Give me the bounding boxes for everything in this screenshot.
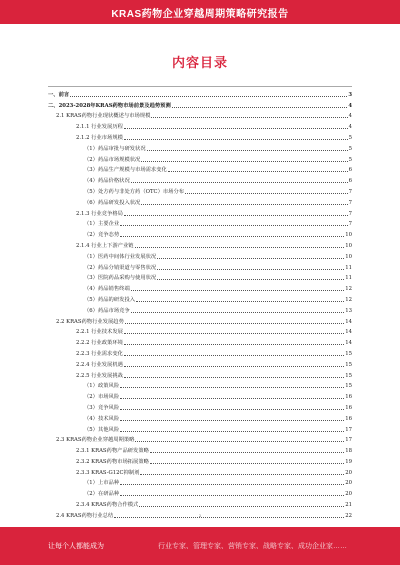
toc-entry-label: 2.2.2 行业政策环境 bbox=[76, 340, 123, 347]
toc-entry-page: 17 bbox=[345, 426, 352, 433]
toc-entry-page: 20 bbox=[345, 491, 352, 498]
toc-entry-label: （3）药品生产规模与市场需求变化 bbox=[84, 167, 167, 174]
toc-leader-dots bbox=[124, 333, 344, 334]
toc-entry-page: 14 bbox=[345, 329, 352, 336]
toc-entry[interactable] bbox=[48, 498, 352, 509]
table-of-contents bbox=[48, 88, 352, 520]
toc-entry-page: 15 bbox=[345, 383, 352, 390]
footer-lead-text: 让每个人都能成为 bbox=[48, 543, 104, 550]
toc-leader-dots bbox=[124, 366, 344, 367]
toc-entry-label: （1）政策风险 bbox=[84, 383, 120, 390]
toc-entry[interactable] bbox=[48, 261, 352, 272]
toc-leader-dots bbox=[124, 377, 344, 378]
toc-entry[interactable] bbox=[48, 120, 352, 131]
toc-entry[interactable] bbox=[48, 207, 352, 218]
toc-entry-page: 6 bbox=[348, 178, 352, 185]
toc-entry[interactable] bbox=[48, 142, 352, 153]
page-number: 2 bbox=[198, 513, 202, 518]
toc-leader-dots bbox=[131, 290, 345, 291]
toc-entry[interactable] bbox=[48, 250, 352, 261]
toc-entry[interactable] bbox=[48, 164, 352, 175]
toc-entry-label: 2.2.1 行业技术发展 bbox=[76, 329, 123, 336]
toc-entry-label: 2.2 KRAS药物行业发展趋势 bbox=[56, 318, 124, 325]
toc-entry-page: 7 bbox=[348, 188, 352, 195]
toc-entry[interactable] bbox=[48, 487, 352, 498]
toc-entry-label: （2）市场风险 bbox=[84, 394, 120, 401]
toc-entry-label: （3）竞争风险 bbox=[84, 404, 120, 411]
toc-entry[interactable] bbox=[48, 326, 352, 337]
toc-leader-dots bbox=[141, 204, 347, 205]
toc-leader-dots bbox=[125, 323, 344, 324]
toc-leader-dots bbox=[120, 431, 344, 432]
toc-entry[interactable] bbox=[48, 228, 352, 239]
toc-entry-page: 15 bbox=[345, 361, 352, 368]
toc-entry-label: 2.1.2 行业市场规模 bbox=[76, 134, 123, 141]
toc-entry-page: 20 bbox=[345, 480, 352, 487]
toc-leader-dots bbox=[124, 344, 344, 345]
toc-entry[interactable] bbox=[48, 455, 352, 466]
footer-roles-text: 行业专家、管理专家、营销专家、战略专家、成功企业家…… bbox=[158, 543, 347, 550]
toc-entry-label: （6）药品研发投入状况 bbox=[84, 199, 141, 206]
toc-entry-page: 5 bbox=[348, 145, 352, 152]
toc-entry-page: 15 bbox=[345, 350, 352, 357]
toc-entry-page: 4 bbox=[348, 102, 352, 109]
toc-entry[interactable] bbox=[48, 315, 352, 326]
toc-entry-label: 2.4 KRAS药物行业总结 bbox=[56, 512, 114, 519]
toc-entry[interactable] bbox=[48, 347, 352, 358]
toc-entry-label: （2）药品市场规模状况 bbox=[84, 156, 141, 163]
toc-entry-page: 16 bbox=[345, 404, 352, 411]
toc-entry-page: 18 bbox=[345, 448, 352, 455]
toc-entry[interactable] bbox=[48, 110, 352, 121]
toc-entry-label: 2.1.1 行业发展历程 bbox=[76, 124, 123, 131]
toc-entry-page: 16 bbox=[345, 394, 352, 401]
toc-entry-label: 2.2.3 行业需求变化 bbox=[76, 350, 123, 357]
toc-entry-label: （5）药品的研发投入 bbox=[84, 296, 136, 303]
toc-entry[interactable] bbox=[48, 369, 352, 380]
toc-leader-dots bbox=[120, 484, 344, 485]
toc-entry-page: 12 bbox=[345, 296, 352, 303]
toc-entry-label: （4）技术风险 bbox=[84, 415, 120, 422]
toc-entry[interactable] bbox=[48, 434, 352, 445]
toc-entry-label: 2.1.3 行业竞争格局 bbox=[76, 210, 123, 217]
toc-entry[interactable] bbox=[48, 423, 352, 434]
toc-entry-page: 3 bbox=[348, 91, 352, 98]
toc-leader-dots bbox=[136, 301, 344, 302]
toc-leader-dots bbox=[120, 225, 347, 226]
toc-entry-page: 5 bbox=[348, 134, 352, 141]
toc-entry-label: （2）药品分销渠道与零售状况 bbox=[84, 264, 157, 271]
toc-entry-label: （4）药品销售终端 bbox=[84, 286, 130, 293]
toc-entry-page: 17 bbox=[345, 437, 352, 444]
toc-entry-page: 13 bbox=[345, 307, 352, 314]
toc-entry[interactable] bbox=[48, 185, 352, 196]
toc-leader-dots bbox=[124, 128, 348, 129]
toc-entry-page: 6 bbox=[348, 167, 352, 174]
toc-entry-page: 22 bbox=[345, 512, 352, 519]
toc-entry[interactable] bbox=[48, 444, 352, 455]
toc-entry[interactable] bbox=[48, 293, 352, 304]
toc-entry[interactable] bbox=[48, 401, 352, 412]
toc-entry-page: 21 bbox=[345, 502, 352, 509]
toc-leader-dots bbox=[135, 441, 344, 442]
toc-entry-label: （1）医药中间体行业发展状况 bbox=[84, 253, 157, 260]
heading-divider bbox=[48, 86, 352, 87]
toc-entry[interactable] bbox=[48, 218, 352, 229]
toc-entry-page: 11 bbox=[345, 275, 352, 282]
toc-leader-dots bbox=[168, 171, 348, 172]
toc-entry-label: 2.2.5 行业发展挑战 bbox=[76, 372, 123, 379]
toc-entry[interactable] bbox=[48, 196, 352, 207]
toc-leader-dots bbox=[140, 474, 344, 475]
toc-entry-label: 2.3 KRAS药物企业穿越周期策略 bbox=[56, 437, 135, 444]
toc-entry-label: 2.1.4 行业上下游产业链 bbox=[76, 242, 134, 249]
toc-leader-dots bbox=[124, 215, 348, 216]
toc-entry-page: 12 bbox=[345, 286, 352, 293]
toc-entry[interactable] bbox=[48, 336, 352, 347]
toc-entry-label: （1）主要企业 bbox=[84, 221, 120, 228]
toc-leader-dots bbox=[120, 495, 344, 496]
toc-entry-page: 4 bbox=[348, 113, 352, 120]
toc-entry-page: 20 bbox=[345, 469, 352, 476]
toc-heading: 内容目录 bbox=[171, 55, 228, 70]
toc-entry[interactable] bbox=[48, 282, 352, 293]
toc-entry[interactable] bbox=[48, 239, 352, 250]
toc-leader-dots bbox=[157, 269, 344, 270]
toc-entry-label: （5）其他风险 bbox=[84, 426, 120, 433]
toc-leader-dots bbox=[157, 258, 344, 259]
toc-leader-dots bbox=[131, 312, 345, 313]
toc-entry-label: （5）处方药与非处方药（OTC）市场分布 bbox=[84, 188, 185, 195]
toc-entry[interactable] bbox=[48, 412, 352, 423]
toc-leader-dots bbox=[157, 279, 344, 280]
toc-leader-dots bbox=[172, 107, 348, 108]
toc-entry-label: （3）医院药品采购与使用状况 bbox=[84, 275, 157, 282]
toc-entry-page: 16 bbox=[345, 415, 352, 422]
toc-leader-dots bbox=[120, 236, 344, 237]
toc-leader-dots bbox=[131, 182, 348, 183]
toc-leader-dots bbox=[120, 398, 344, 399]
toc-leader-dots bbox=[124, 355, 344, 356]
toc-entry-page: 7 bbox=[348, 210, 352, 217]
toc-entry-page: 10 bbox=[345, 242, 352, 249]
toc-entry-label: （1）药品审批与研发状况 bbox=[84, 145, 146, 152]
toc-entry-label: （6）药品市场竞争 bbox=[84, 307, 130, 314]
toc-entry-page: 11 bbox=[345, 264, 352, 271]
toc-leader-dots bbox=[70, 96, 347, 97]
toc-entry-label: 2.3.4 KRAS药物合作模式 bbox=[76, 502, 139, 509]
toc-entry-label: 一、前言 bbox=[48, 91, 70, 98]
toc-entry-label: 二、2023-2028年KRAS药物市场前景及趋势预测 bbox=[48, 102, 171, 109]
toc-entry[interactable] bbox=[48, 131, 352, 142]
toc-leader-dots bbox=[135, 247, 345, 248]
toc-entry-page: 14 bbox=[345, 340, 352, 347]
toc-entry-page: 10 bbox=[345, 232, 352, 239]
header-bar bbox=[0, 0, 400, 24]
toc-entry-page: 15 bbox=[345, 372, 352, 379]
toc-entry[interactable] bbox=[48, 304, 352, 315]
toc-entry[interactable] bbox=[48, 380, 352, 391]
toc-leader-dots bbox=[141, 161, 347, 162]
toc-leader-dots bbox=[120, 387, 344, 388]
toc-entry[interactable] bbox=[48, 390, 352, 401]
toc-entry-label: （2）在研品种 bbox=[84, 491, 120, 498]
toc-leader-dots bbox=[120, 420, 344, 421]
toc-entry-page: 5 bbox=[348, 156, 352, 163]
toc-entry-page: 19 bbox=[345, 458, 352, 465]
toc-leader-dots bbox=[185, 193, 348, 194]
toc-entry[interactable] bbox=[48, 466, 352, 477]
toc-entry[interactable] bbox=[48, 153, 352, 164]
report-title: KRAS药物企业穿越周期策略研究报告 bbox=[111, 8, 289, 20]
toc-entry-page: 7 bbox=[348, 199, 352, 206]
toc-entry-page: 10 bbox=[345, 253, 352, 260]
toc-leader-dots bbox=[139, 506, 344, 507]
toc-entry[interactable] bbox=[48, 99, 352, 110]
toc-entry-page: 4 bbox=[348, 124, 352, 131]
toc-entry-label: （2）竞争态势 bbox=[84, 232, 120, 239]
toc-entry-label: 2.3.3 KRAS-G12C抑制剂 bbox=[76, 469, 140, 476]
toc-entry-page: 14 bbox=[345, 318, 352, 325]
footer-bar bbox=[0, 527, 400, 565]
toc-entry-label: 2.3.1 KRAS药物产品研发策略 bbox=[76, 448, 149, 455]
toc-entry-label: 2.3.2 KRAS药物市场拓展策略 bbox=[76, 458, 149, 465]
toc-entry[interactable] bbox=[48, 272, 352, 283]
toc-leader-dots bbox=[124, 139, 348, 140]
toc-entry-label: 2.2.4 行业发展机遇 bbox=[76, 361, 123, 368]
toc-leader-dots bbox=[120, 409, 344, 410]
toc-entry-label: 2.1 KRAS药物行业现状概述与市场规模 bbox=[56, 113, 151, 120]
toc-leader-dots bbox=[150, 463, 344, 464]
toc-entry-page: 7 bbox=[348, 221, 352, 228]
toc-entry[interactable] bbox=[48, 358, 352, 369]
toc-leader-dots bbox=[151, 117, 347, 118]
toc-entry-label: （4）药品价格状况 bbox=[84, 178, 130, 185]
toc-leader-dots bbox=[147, 150, 348, 151]
toc-entry[interactable] bbox=[48, 88, 352, 99]
toc-leader-dots bbox=[150, 452, 344, 453]
toc-entry[interactable] bbox=[48, 174, 352, 185]
toc-entry[interactable] bbox=[48, 477, 352, 488]
toc-entry-label: （1）上市品种 bbox=[84, 480, 120, 487]
